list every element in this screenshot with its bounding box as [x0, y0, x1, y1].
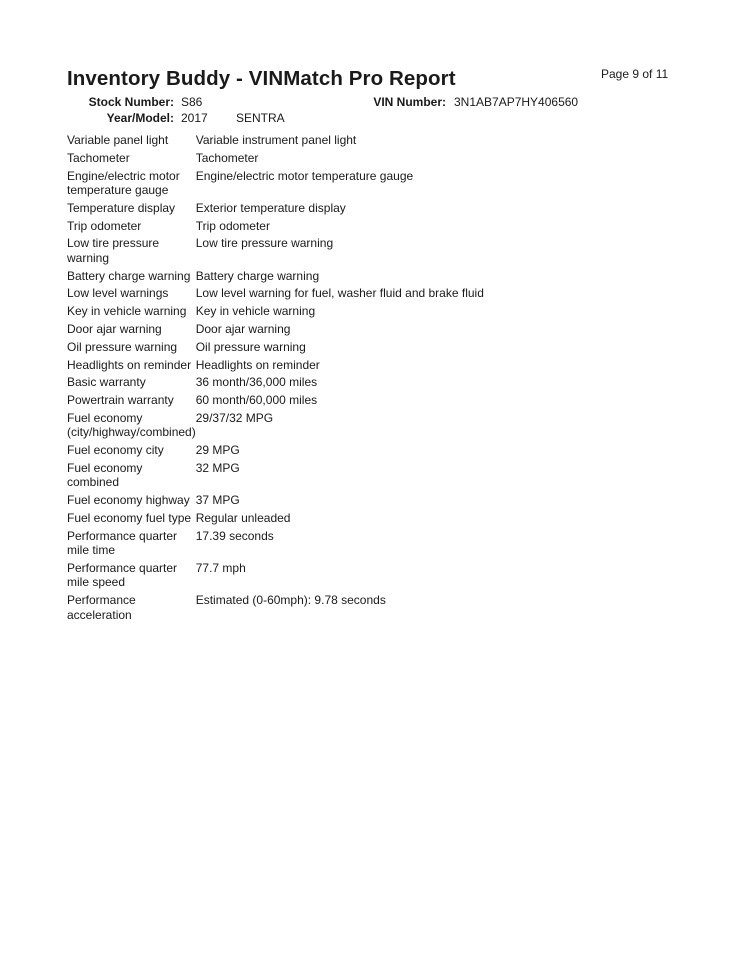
- spec-row: [67, 133, 687, 151]
- spec-table: [67, 133, 687, 625]
- year-model-label: Year/Model:: [106, 111, 174, 125]
- spec-row: [67, 236, 687, 268]
- spec-row: [67, 322, 687, 340]
- spec-row: [67, 461, 687, 493]
- spec-row: [67, 493, 687, 511]
- spec-label: Fuel economy combined: [67, 460, 143, 490]
- stock-number-value: S86: [181, 95, 203, 109]
- spec-value: Battery charge warning: [195, 268, 320, 283]
- spec-label: Performance quarter mile time: [67, 528, 178, 558]
- spec-row: [67, 375, 687, 393]
- spec-value: 32 MPG: [195, 460, 240, 475]
- spec-label: Fuel economy (city/highway/combined): [67, 410, 196, 440]
- spec-label: Headlights on reminder: [67, 357, 192, 372]
- spec-value: 77.7 mph: [195, 560, 246, 575]
- spec-row: [67, 511, 687, 529]
- page-number: Page 9 of 11: [601, 67, 669, 81]
- vin-number-label: VIN Number:: [373, 95, 446, 109]
- spec-row: [67, 151, 687, 169]
- spec-value: 36 month/36,000 miles: [195, 375, 318, 390]
- spec-label: Fuel economy city: [67, 443, 164, 458]
- spec-label: Tachometer: [67, 150, 130, 165]
- spec-value: Door ajar warning: [195, 321, 291, 336]
- spec-label: Performance acceleration: [67, 593, 136, 622]
- spec-label: Oil pressure warning: [67, 339, 178, 354]
- spec-label: Trip odometer: [67, 218, 142, 233]
- spec-value: 29 MPG: [195, 443, 240, 458]
- spec-value: 37 MPG: [195, 493, 240, 508]
- spec-row: [67, 561, 687, 593]
- spec-row: [67, 393, 687, 411]
- stock-number-label: Stock Number:: [88, 95, 174, 109]
- spec-value: Tachometer: [195, 150, 259, 165]
- spec-label: Door ajar warning: [67, 321, 162, 336]
- spec-value: 29/37/32 MPG: [195, 410, 274, 425]
- spec-label: Low level warnings: [67, 286, 169, 301]
- spec-row: [67, 201, 687, 219]
- spec-row: [67, 443, 687, 461]
- spec-row: [67, 286, 687, 304]
- spec-value: Engine/electric motor temperature gauge: [195, 168, 414, 183]
- spec-row: [67, 529, 687, 561]
- spec-value: Low level warning for fuel, washer fluid and brake fluid: [195, 286, 484, 301]
- spec-row: [67, 269, 687, 287]
- spec-label: Performance quarter mile speed: [67, 560, 178, 590]
- spec-value: Exterior temperature display: [195, 200, 346, 215]
- spec-value: Regular unleaded: [195, 510, 291, 525]
- spec-value: Low tire pressure warning: [195, 236, 334, 251]
- spec-row: [67, 593, 687, 625]
- year-value: 2017: [181, 111, 208, 125]
- spec-label: Fuel economy fuel type: [67, 510, 192, 525]
- spec-row: [67, 358, 687, 376]
- spec-value: Key in vehicle warning: [195, 304, 316, 319]
- spec-label: Low tire pressure warning: [67, 236, 160, 265]
- vin-number-value: 3N1AB7AP7HY406560: [454, 95, 579, 109]
- spec-table-body: [67, 133, 687, 625]
- report-title: Inventory Buddy - VINMatch Pro Report: [67, 67, 456, 90]
- spec-row: [67, 340, 687, 358]
- spec-value: 17.39 seconds: [195, 528, 274, 543]
- spec-label: Powertrain warranty: [67, 393, 174, 408]
- spec-value: Trip odometer: [195, 218, 270, 233]
- year-model-line: [0, 111, 742, 125]
- spec-label: Variable panel light: [67, 133, 169, 147]
- spec-label: Temperature display: [67, 200, 176, 215]
- spec-row: [67, 304, 687, 322]
- spec-label: Battery charge warning: [67, 268, 191, 283]
- spec-value: Variable instrument panel light: [195, 133, 357, 147]
- spec-value: Oil pressure warning: [195, 339, 306, 354]
- spec-label: Fuel economy highway: [67, 493, 190, 508]
- spec-value: Headlights on reminder: [195, 357, 320, 372]
- spec-label: Basic warranty: [67, 375, 146, 390]
- spec-row: [67, 169, 687, 201]
- model-value: SENTRA: [236, 111, 285, 125]
- spec-row: [67, 219, 687, 237]
- spec-value: 60 month/60,000 miles: [195, 393, 318, 408]
- stock-vin-line: [0, 95, 742, 109]
- spec-label: Key in vehicle warning: [67, 304, 187, 319]
- spec-row: [67, 411, 687, 443]
- spec-value: Estimated (0-60mph): 9.78 seconds: [195, 593, 386, 608]
- spec-label: Engine/electric motor temperature gauge: [67, 168, 180, 197]
